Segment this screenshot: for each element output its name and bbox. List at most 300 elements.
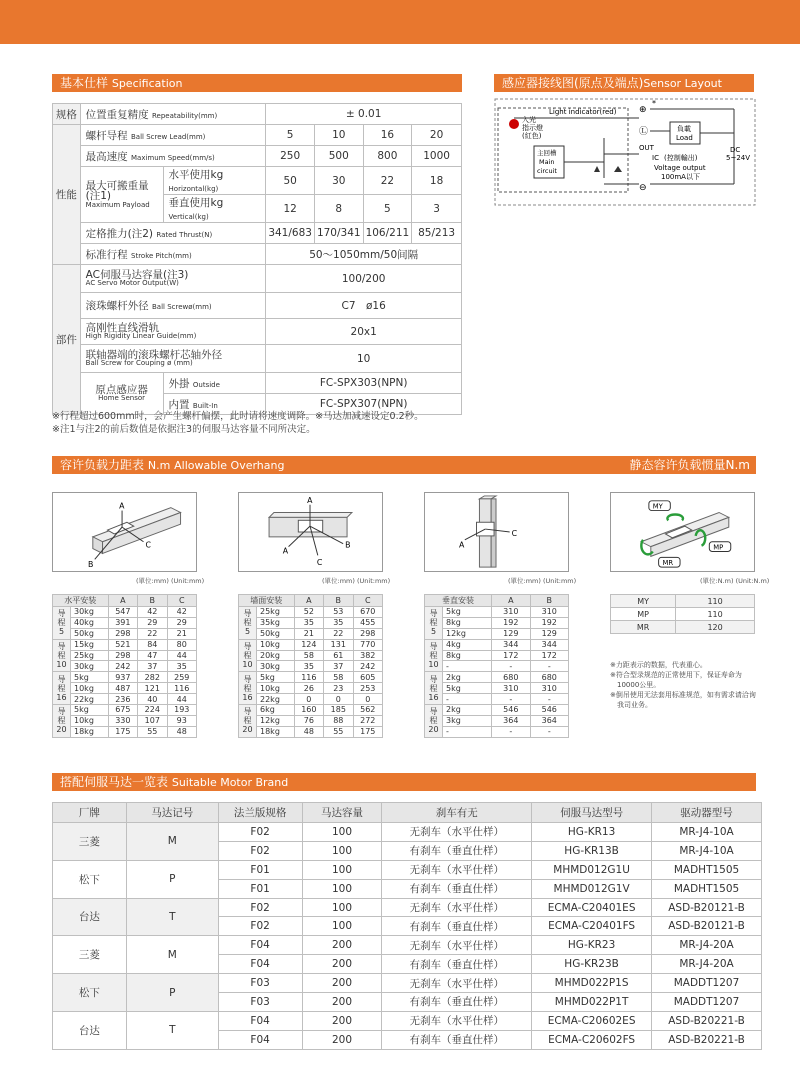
motor-cell: ECMA-C20602FS	[532, 1030, 652, 1049]
motor-code: M	[126, 936, 218, 974]
spec-screw-label: 滚珠螺杆外径 Ball Screwø(mm)	[80, 293, 266, 319]
table-header: 墙面安装	[239, 595, 295, 607]
spec-group-guige: 规格	[53, 104, 81, 125]
motor-cell: 无刹车（水平仕样）	[382, 898, 532, 917]
motor-cell: MHMD022P1S	[532, 974, 652, 993]
motor-cell: F01	[218, 860, 302, 879]
spec-speed-label: 最高速度 Maximum Speed(mm/s)	[80, 146, 266, 167]
value-cell: 129	[492, 628, 530, 639]
unit-nm: (單位:N.m) (Unit:N.m)	[700, 577, 770, 585]
load-cell: 12kg	[257, 715, 295, 726]
spec-payload-v-value: 5	[363, 195, 412, 223]
value-cell: 680	[492, 672, 530, 683]
value-cell: -	[492, 726, 530, 737]
value-cell: 272	[353, 715, 382, 726]
spec-repeatability-value: ± 0.01	[266, 104, 462, 125]
spec-lead-value: 20	[412, 125, 462, 146]
diag4-label-mp: MP	[713, 543, 724, 552]
value-cell: 40	[138, 694, 167, 705]
dc-volt-label: 5~24V	[726, 154, 751, 162]
load-cell: 5kg	[71, 705, 109, 716]
load-cell: 5kg	[257, 672, 295, 683]
value-cell: 47	[138, 650, 167, 661]
value-cell: 282	[138, 672, 167, 683]
load-cell: 25kg	[257, 607, 295, 618]
value-cell: 44	[167, 694, 196, 705]
spec-lead-value: 16	[363, 125, 412, 146]
spec-group-performance: 性能	[53, 125, 81, 265]
value-cell: 675	[108, 705, 137, 716]
diag2-label-a-low: A	[282, 546, 289, 556]
motor-cell: 100	[302, 898, 382, 917]
load-cell: 22kg	[71, 694, 109, 705]
spec-thrust-value: 170/341	[314, 223, 363, 244]
motor-brand: 台达	[53, 898, 127, 936]
diag1-label-b: B	[87, 560, 94, 570]
table-header: 水平安装	[53, 595, 109, 607]
spec-guide-value: 20x1	[266, 319, 462, 345]
value-cell: 42	[167, 607, 196, 618]
led-label-cn1: 入光	[522, 116, 536, 124]
value-cell: 23	[324, 683, 353, 694]
spec-motor-label: AC伺服马达容量(注3) AC Servo Motor Output(W)	[80, 265, 266, 293]
motor-code: P	[126, 974, 218, 1012]
load-cell: 5kg	[443, 683, 492, 694]
spec-coupling-value: 10	[266, 345, 462, 373]
motor-cell: ECMA-C20401ES	[532, 898, 652, 917]
spec-payload-h-value: 22	[363, 167, 412, 195]
value-cell: 76	[294, 715, 323, 726]
value-cell: 298	[108, 628, 137, 639]
value-cell: 116	[167, 683, 196, 694]
value-cell: -	[530, 694, 568, 705]
motor-cell: 200	[302, 1011, 382, 1030]
value-cell: 37	[324, 661, 353, 672]
table-header: B	[138, 595, 167, 607]
motor-cell: 100	[302, 917, 382, 936]
motor-cell: MADDT1207	[652, 993, 762, 1012]
terminal-minus: ⊖	[639, 183, 647, 193]
motor-cell: ASD-B20121-B	[652, 898, 762, 917]
motor-cell: MHMD022P1T	[532, 993, 652, 1012]
load-cell: 15kg	[71, 639, 109, 650]
inertia-table	[610, 594, 755, 634]
inertia-diagram	[610, 492, 755, 572]
lead-group-label: 导程16	[425, 672, 443, 705]
header-band	[0, 0, 800, 44]
value-cell: 35	[324, 617, 353, 628]
spec-notes	[52, 410, 424, 436]
value-cell: 61	[324, 650, 353, 661]
motor-table	[52, 802, 762, 1050]
value-cell: 242	[353, 661, 382, 672]
value-cell: 344	[530, 639, 568, 650]
spec-payload-v-label: 垂直使用kg Vertical(kg)	[163, 195, 266, 223]
spec-stroke-value: 50～1050mm/50间隔	[266, 244, 462, 265]
spec-title-en: Specification	[111, 77, 183, 90]
value-cell: 391	[108, 617, 137, 628]
value-cell: 35	[167, 661, 196, 672]
spec-section-title	[52, 74, 462, 92]
load-cell: 5kg	[443, 607, 492, 618]
motor-cell: F03	[218, 993, 302, 1012]
load-cell: 30kg	[71, 607, 109, 618]
value-cell: 310	[530, 683, 568, 694]
motor-cell: ASD-B20221-B	[652, 1011, 762, 1030]
motor-cell: 有刹车（垂直仕样）	[382, 879, 532, 898]
value-cell: -	[492, 661, 530, 672]
load-cell: 20kg	[257, 650, 295, 661]
motor-cell: F02	[218, 917, 302, 936]
inertia-value: 110	[676, 595, 755, 608]
load-cell: 10kg	[71, 683, 109, 694]
load-cell: 40kg	[71, 617, 109, 628]
load-cell: -	[443, 661, 492, 672]
value-cell: 22	[324, 628, 353, 639]
diag4-label-mr: MR	[662, 559, 674, 568]
motor-brand: 松下	[53, 974, 127, 1012]
overhang-title-en: Allowable Overhang	[174, 459, 285, 472]
table-header: A	[492, 595, 530, 607]
value-cell: 58	[324, 672, 353, 683]
load-cell: 12kg	[443, 628, 492, 639]
load-cell: 10kg	[71, 715, 109, 726]
dc-label: DC	[730, 146, 741, 154]
spec-thrust-label: 定格推力(注2) Rated Thrust(N)	[80, 223, 266, 244]
value-cell: 253	[353, 683, 382, 694]
value-cell: 52	[294, 607, 323, 618]
value-cell: 175	[108, 726, 137, 737]
voltage-ma-label: 100mA以下	[661, 173, 700, 181]
value-cell: 0	[294, 694, 323, 705]
value-cell: 605	[353, 672, 382, 683]
terminal-l: Ⓛ	[639, 127, 649, 137]
value-cell: 680	[530, 672, 568, 683]
spec-guide-label: 高刚性直线滑轨 High Rigidity Linear Guide(mm)	[80, 319, 266, 345]
voltage-output-label: Voltage output	[654, 164, 706, 172]
diag2-label-c: C	[316, 558, 323, 568]
vertical-mount-diagram	[424, 492, 569, 572]
spec-thrust-value: 106/211	[363, 223, 412, 244]
motor-cell: F04	[218, 1011, 302, 1030]
spec-speed-value: 250	[266, 146, 315, 167]
motor-header: 法兰版规格	[218, 803, 302, 823]
value-cell: 298	[353, 628, 382, 639]
table-header: B	[530, 595, 568, 607]
motor-cell: MR-J4-10A	[652, 841, 762, 860]
value-cell: 160	[294, 705, 323, 716]
value-cell: 35	[294, 661, 323, 672]
load-cell: 2kg	[443, 705, 492, 716]
lead-group-label: 导程10	[425, 639, 443, 672]
lead-group-label: 导程5	[239, 607, 257, 640]
overhang-horizontal-table	[52, 594, 197, 738]
motor-cell: 有刹车（垂直仕样）	[382, 841, 532, 860]
inertia-notes	[610, 660, 760, 710]
spec-home-sensor-label: 原点感应器 Home Sensor	[80, 373, 163, 415]
inertia-value: 110	[676, 608, 755, 621]
value-cell: 22	[138, 628, 167, 639]
spec-screw-value: C7 ø16	[266, 293, 462, 319]
value-cell: 172	[530, 650, 568, 661]
load-cell: 22kg	[257, 694, 295, 705]
lead-group-label: 导程5	[425, 607, 443, 640]
spec-payload-h-label: 水平使用kg Horizontal(kg)	[163, 167, 266, 195]
value-cell: 455	[353, 617, 382, 628]
spec-payload-h-value: 30	[314, 167, 363, 195]
lead-group-label: 导程20	[425, 705, 443, 738]
motor-cell: 200	[302, 936, 382, 955]
inertia-note: 10000公里。	[610, 681, 661, 689]
inertia-axis: MP	[611, 608, 676, 621]
lead-group-label: 导程20	[239, 705, 257, 738]
value-cell: 547	[108, 607, 137, 618]
value-cell: 131	[324, 639, 353, 650]
diag1-label-a: A	[119, 501, 125, 511]
load-cell: 10kg	[257, 639, 295, 650]
value-cell: 35	[294, 617, 323, 628]
rotation-arrow-my-icon	[667, 515, 683, 521]
spec-payload-h-value: 18	[412, 167, 462, 195]
spec-coupling-label: 联轴器端的滚珠螺杆芯轴外径 Ball Screw for Couping ø (mm)	[80, 345, 266, 373]
sensor-title-en: Sensor Layout	[643, 77, 722, 90]
main-circuit-en1: Main	[539, 158, 555, 166]
motor-cell: F02	[218, 898, 302, 917]
inertia-title-unit: N.m	[725, 458, 750, 472]
value-cell: 364	[530, 715, 568, 726]
motor-cell: MADHT1505	[652, 860, 762, 879]
value-cell: 37	[138, 661, 167, 672]
motor-cell: F04	[218, 1030, 302, 1049]
motor-cell: MR-J4-20A	[652, 955, 762, 974]
unit-mm-2: (單位:mm) (Unit:mm)	[322, 577, 391, 585]
inertia-note: 我司业务。	[610, 701, 652, 709]
out-label: OUT	[639, 144, 654, 152]
overhang-vertical-table	[424, 594, 569, 738]
spec-note: ※注1与注2的前后数值是依据注3的伺服马达容量不同所决定。	[52, 424, 316, 435]
load-cell: 18kg	[257, 726, 295, 737]
table-header: C	[353, 595, 382, 607]
load-cell: -	[443, 694, 492, 705]
led-label-cn2: 指示燈	[522, 124, 543, 132]
spec-note: ※行程超过600mm时，会产生螺杆偏摆，此时请将速度调降。※马达加减速设定0.2秒。	[52, 411, 424, 422]
overhang-title-unit: N.m	[147, 459, 171, 472]
value-cell: 224	[138, 705, 167, 716]
motor-title-en: Suitable Motor Brand	[171, 776, 289, 789]
value-cell: 192	[530, 617, 568, 628]
diag2-label-a: A	[307, 495, 313, 505]
value-cell: 48	[294, 726, 323, 737]
value-cell: 521	[108, 639, 137, 650]
load-en: Load	[676, 134, 693, 142]
spec-lead-label: 螺杆导程 Ball Screw Lead(mm)	[80, 125, 266, 146]
load-cell: 10kg	[257, 683, 295, 694]
spec-speed-value: 500	[314, 146, 363, 167]
load-cell: 30kg	[71, 661, 109, 672]
value-cell: 364	[492, 715, 530, 726]
motor-title-cn: 搭配伺服马达一览表	[60, 775, 169, 789]
value-cell: 185	[324, 705, 353, 716]
motor-cell: 有刹车（垂直仕样）	[382, 917, 532, 936]
value-cell: 310	[492, 607, 530, 618]
motor-cell: 100	[302, 879, 382, 898]
diag2-label-b: B	[345, 540, 351, 550]
motor-cell: HG-KR23	[532, 936, 652, 955]
value-cell: 116	[294, 672, 323, 683]
diag1-label-c: C	[145, 540, 151, 550]
value-cell: 88	[324, 715, 353, 726]
motor-cell: 无刹车（水平仕样）	[382, 974, 532, 993]
motor-cell: ASD-B20221-B	[652, 1030, 762, 1049]
value-cell: 242	[108, 661, 137, 672]
value-cell: 310	[530, 607, 568, 618]
motor-brand: 台达	[53, 1011, 127, 1049]
spec-speed-value: 800	[363, 146, 412, 167]
diag3-label-c: C	[511, 528, 518, 538]
value-cell: 562	[353, 705, 382, 716]
spec-payload-h-value: 50	[266, 167, 315, 195]
value-cell: -	[530, 661, 568, 672]
motor-cell: F03	[218, 974, 302, 993]
overhang-title-cn: 容许负载力距表	[60, 458, 145, 472]
load-cell: 3kg	[443, 715, 492, 726]
ic-desc: (控制輸出)	[664, 154, 698, 162]
spec-motor-value: 100/200	[266, 265, 462, 293]
lead-group-label: 导程10	[239, 639, 257, 672]
motor-cell: 100	[302, 860, 382, 879]
load-cell: 35kg	[257, 617, 295, 628]
value-cell: 172	[492, 650, 530, 661]
motor-header: 刹车有无	[382, 803, 532, 823]
spec-title-cn: 基本仕样	[60, 76, 109, 90]
spec-lead-value: 10	[314, 125, 363, 146]
table-header: A	[108, 595, 137, 607]
load-cell: 25kg	[71, 650, 109, 661]
value-cell: 937	[108, 672, 137, 683]
value-cell: 330	[108, 715, 137, 726]
motor-header: 厂牌	[53, 803, 127, 823]
inertia-note: ※力距表示的数据，代表重心。	[610, 661, 707, 669]
motor-cell: MHMD012G1V	[532, 879, 652, 898]
spec-speed-value: 1000	[412, 146, 462, 167]
value-cell: 55	[324, 726, 353, 737]
motor-brand: 松下	[53, 860, 127, 898]
inertia-value: 120	[676, 621, 755, 634]
load-cell: 50kg	[71, 628, 109, 639]
value-cell: 259	[167, 672, 196, 683]
value-cell: 80	[167, 639, 196, 650]
load-cell: 8kg	[443, 650, 492, 661]
motor-cell: 100	[302, 841, 382, 860]
motor-code: T	[126, 898, 218, 936]
led-icon	[509, 119, 519, 129]
motor-cell: HG-KR13B	[532, 841, 652, 860]
motor-brand: 三菱	[53, 936, 127, 974]
load-cell: 50kg	[257, 628, 295, 639]
motor-cell: F02	[218, 841, 302, 860]
value-cell: 770	[353, 639, 382, 650]
value-cell: 121	[138, 683, 167, 694]
spec-home-outside-value: FC-SPX303(NPN)	[266, 373, 462, 394]
value-cell: 310	[492, 683, 530, 694]
motor-cell: 200	[302, 1030, 382, 1049]
value-cell: 93	[167, 715, 196, 726]
motor-cell: MHMD012G1U	[532, 860, 652, 879]
spec-lead-value: 5	[266, 125, 315, 146]
value-cell: 21	[167, 628, 196, 639]
load-cell: 5kg	[71, 672, 109, 683]
value-cell: -	[492, 694, 530, 705]
spec-thrust-value: 341/683	[266, 223, 315, 244]
sensor-wiring-diagram	[494, 98, 756, 206]
motor-cell: MADHT1505	[652, 879, 762, 898]
value-cell: 42	[138, 607, 167, 618]
value-cell: 344	[492, 639, 530, 650]
motor-header: 马达记号	[126, 803, 218, 823]
motor-cell: MADDT1207	[652, 974, 762, 993]
spec-group-parts: 部件	[53, 265, 81, 415]
spec-home-outside-label: 外掛 Outside	[163, 373, 266, 394]
spec-payload-v-value: 12	[266, 195, 315, 223]
motor-cell: 无刹车（水平仕样）	[382, 1011, 532, 1030]
load-cell: 8kg	[443, 617, 492, 628]
inertia-axis: MY	[611, 595, 676, 608]
lead-group-label: 导程10	[53, 639, 71, 672]
lead-group-label: 导程20	[53, 705, 71, 738]
value-cell: 55	[138, 726, 167, 737]
overhang-wall-table	[238, 594, 383, 738]
motor-cell: HG-KR13	[532, 823, 652, 842]
value-cell: 382	[353, 650, 382, 661]
motor-cell: F02	[218, 823, 302, 842]
load-cell: 2kg	[443, 672, 492, 683]
value-cell: 487	[108, 683, 137, 694]
motor-header: 伺服马达型号	[532, 803, 652, 823]
load-cn: 負載	[677, 125, 691, 133]
value-cell: 236	[108, 694, 137, 705]
sensor-title-cn: 感应器接线图(原点及端点)	[502, 76, 644, 90]
load-cell: 30kg	[257, 661, 295, 672]
motor-cell: ASD-B20121-B	[652, 917, 762, 936]
table-header: B	[324, 595, 353, 607]
spec-thrust-value: 85/213	[412, 223, 462, 244]
value-cell: 175	[353, 726, 382, 737]
main-circuit-cn: 主回槽	[537, 149, 557, 157]
spec-table	[52, 103, 462, 415]
horizontal-mount-diagram	[52, 492, 197, 572]
motor-header: 驱动器型号	[652, 803, 762, 823]
spec-payload-v-value: 3	[412, 195, 462, 223]
value-cell: 0	[353, 694, 382, 705]
motor-header: 马达容量	[302, 803, 382, 823]
value-cell: 129	[530, 628, 568, 639]
inertia-axis: MR	[611, 621, 676, 634]
led-label-cn3: (紅色)	[522, 132, 542, 140]
motor-section-title	[52, 773, 756, 791]
load-cell: 18kg	[71, 726, 109, 737]
value-cell: 546	[530, 705, 568, 716]
motor-code: M	[126, 823, 218, 861]
table-header: C	[167, 595, 196, 607]
inertia-note: ※符合型录规范的正常使用下，保证寿命为	[610, 671, 742, 679]
spec-payload-label: 最大可搬重量(注1) Maximum Payload	[80, 167, 163, 223]
motor-code: P	[126, 860, 218, 898]
motor-cell: F04	[218, 936, 302, 955]
inertia-section-title	[610, 456, 756, 474]
value-cell: 26	[294, 683, 323, 694]
motor-cell: F01	[218, 879, 302, 898]
value-cell: 48	[167, 726, 196, 737]
